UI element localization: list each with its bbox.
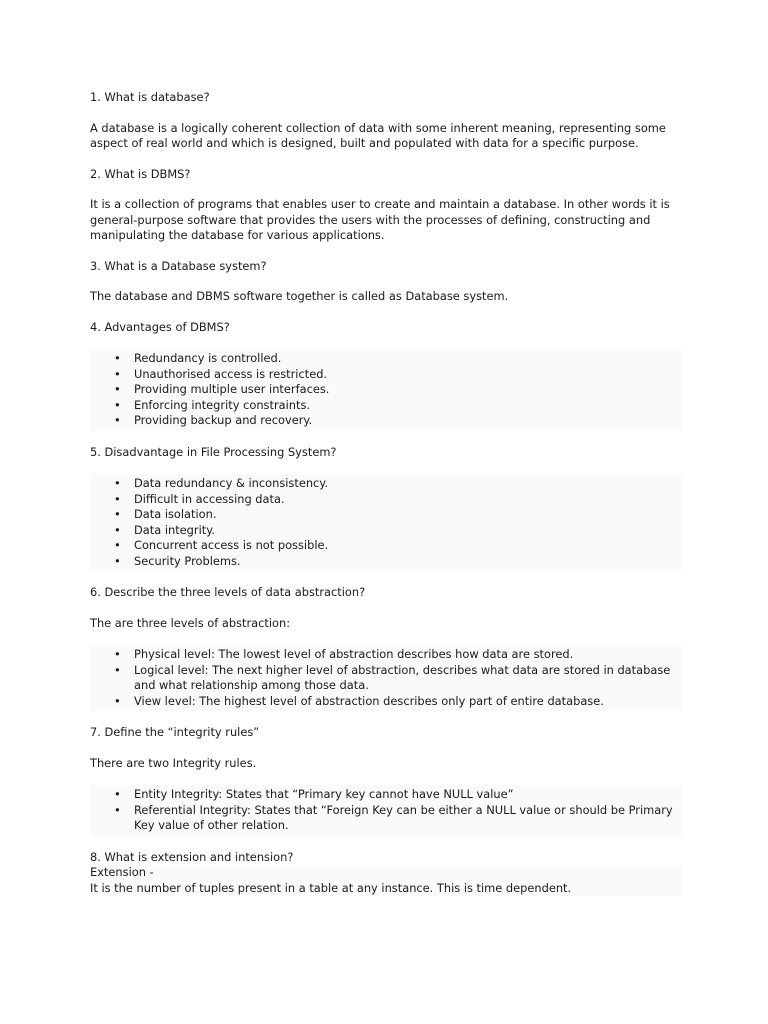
answer-2: It is a collection of programs that enables user to create and maintain a database. In other words it is general-purpose software that provides the users with the processes of defining, constructing and manipulating the database for various applications. xyxy=(90,197,670,242)
integrity-rules-list xyxy=(90,785,682,836)
bullet-icon: • xyxy=(114,522,121,537)
question-7: 7. Define the “integrity rules” xyxy=(90,725,260,739)
question-3: 3. What is a Database system? xyxy=(90,258,267,273)
list-item xyxy=(90,382,682,398)
list-item-text: Providing multiple user interfaces. xyxy=(134,382,330,396)
list-item-text: Physical level: The lowest level of abstraction describes how data are stored. xyxy=(134,647,574,661)
list-item xyxy=(90,647,682,663)
list-item xyxy=(90,694,682,710)
answer-3: The database and DBMS software together is called as Database system. xyxy=(90,289,509,303)
answer-1: A database is a logically coherent collection of data with some inherent meaning, representing some aspect of real world and which is designed, built and populated with data for a specific purpose. xyxy=(90,120,666,150)
bullet-icon: • xyxy=(114,413,121,427)
advantages-list xyxy=(90,349,682,431)
list-item xyxy=(90,787,682,803)
list-item xyxy=(90,398,682,414)
answer-6: The are three levels of abstraction: xyxy=(90,615,291,630)
list-item-text: Redundancy is controlled. xyxy=(134,351,282,365)
extension-block xyxy=(90,865,682,896)
list-item xyxy=(90,476,682,492)
bullet-icon: • xyxy=(114,787,121,801)
answer-7: There are two Integrity rules. xyxy=(90,755,257,770)
bullet-icon: • xyxy=(114,366,121,381)
list-item-text: Data redundancy & inconsistency. xyxy=(134,476,329,490)
question-1: 1. What is database? xyxy=(90,90,210,104)
bullet-icon: • xyxy=(114,507,121,521)
extension-heading: Extension - xyxy=(90,865,154,879)
answer-8: It is the number of tuples present in a table at any instance. This is time dependent. xyxy=(90,880,572,895)
bullet-icon: • xyxy=(114,397,121,412)
list-item-text: View level: The highest level of abstraction describes only part of entire database. xyxy=(134,693,604,708)
bullet-icon: • xyxy=(114,693,121,708)
disadvantages-list xyxy=(90,474,682,571)
list-item xyxy=(90,523,682,539)
list-item-text: Referential Integrity: States that “Foreign Key can be either a NULL value or should be Primary Key value of other relation. xyxy=(134,802,673,832)
abstraction-levels-list xyxy=(90,645,682,711)
list-item-text: Unauthorised access is restricted. xyxy=(134,366,328,381)
bullet-icon: • xyxy=(114,476,121,490)
question-8: 8. What is extension and intension? xyxy=(90,849,294,864)
list-item xyxy=(90,413,682,429)
list-item xyxy=(90,554,682,570)
list-item-text: Enforcing integrity constraints. xyxy=(134,397,311,412)
list-item-text: Providing backup and recovery. xyxy=(134,413,313,427)
question-2: 2. What is DBMS? xyxy=(90,166,191,181)
list-item-text: Data isolation. xyxy=(134,507,217,521)
list-item xyxy=(90,367,682,383)
bullet-icon: • xyxy=(114,382,121,396)
bullet-icon: • xyxy=(114,553,121,568)
document-page xyxy=(90,90,682,896)
list-item-text: Difficult in accessing data. xyxy=(134,491,285,506)
bullet-icon: • xyxy=(114,351,121,365)
list-item-text: Entity Integrity: States that “Primary key cannot have NULL value” xyxy=(134,787,514,801)
list-item xyxy=(90,538,682,554)
bullet-icon: • xyxy=(114,802,121,817)
list-item xyxy=(90,492,682,508)
question-5: 5. Disadvantage in File Processing System? xyxy=(90,444,337,459)
list-item xyxy=(90,507,682,523)
list-item xyxy=(90,663,682,694)
question-4: 4. Advantages of DBMS? xyxy=(90,319,230,334)
list-item-text: Security Problems. xyxy=(134,553,241,568)
list-item-text: Concurrent access is not possible. xyxy=(134,538,329,552)
list-item xyxy=(90,351,682,367)
bullet-icon: • xyxy=(114,662,121,677)
list-item-text: Data integrity. xyxy=(134,522,215,537)
list-item xyxy=(90,803,682,834)
bullet-icon: • xyxy=(114,491,121,506)
question-6: 6. Describe the three levels of data abstraction? xyxy=(90,585,366,599)
bullet-icon: • xyxy=(114,538,121,552)
bullet-icon: • xyxy=(114,647,121,661)
list-item-text: Logical level: The next higher level of abstraction, describes what data are stored in database and what relationship among those data. xyxy=(134,662,671,692)
